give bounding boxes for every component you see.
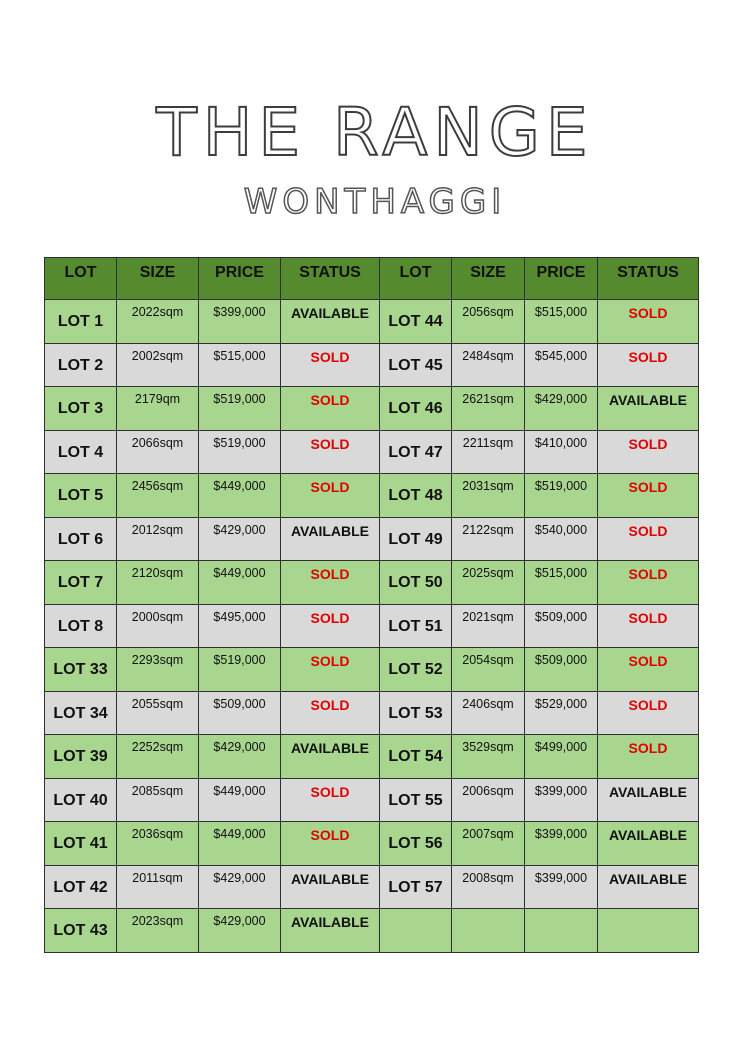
right-price-cell: $519,000 xyxy=(525,474,598,518)
right-size-cell: 2621sqm xyxy=(452,387,525,431)
table-row xyxy=(45,648,699,692)
left-status-cell: SOLD xyxy=(281,778,380,822)
page-title: THE RANGE xyxy=(156,94,594,171)
column-header-size: SIZE xyxy=(117,258,199,300)
left-size-cell: 2011sqm xyxy=(117,865,199,909)
right-status-cell: AVAILABLE xyxy=(598,387,699,431)
right-status-cell: AVAILABLE xyxy=(598,865,699,909)
left-status-cell: AVAILABLE xyxy=(281,517,380,561)
left-price-cell: $519,000 xyxy=(199,387,281,431)
left-lot-cell: LOT 40 xyxy=(45,778,117,822)
column-header-status: STATUS xyxy=(598,258,699,300)
right-price-cell: $509,000 xyxy=(525,648,598,692)
left-lot-cell: LOT 8 xyxy=(45,604,117,648)
left-price-cell: $429,000 xyxy=(199,517,281,561)
left-price-cell: $519,000 xyxy=(199,648,281,692)
left-lot-cell: LOT 2 xyxy=(45,343,117,387)
left-status-cell: SOLD xyxy=(281,604,380,648)
right-status-cell: SOLD xyxy=(598,691,699,735)
left-price-cell: $449,000 xyxy=(199,822,281,866)
table-row xyxy=(45,822,699,866)
right-price-cell: $410,000 xyxy=(525,430,598,474)
empty-cell xyxy=(452,909,525,953)
left-lot-cell: LOT 1 xyxy=(45,300,117,344)
right-lot-cell: LOT 57 xyxy=(380,865,452,909)
title-block xyxy=(0,0,750,250)
left-price-cell: $449,000 xyxy=(199,474,281,518)
right-size-cell: 3529sqm xyxy=(452,735,525,779)
left-size-cell: 2002sqm xyxy=(117,343,199,387)
left-status-cell: SOLD xyxy=(281,430,380,474)
left-status-cell: SOLD xyxy=(281,691,380,735)
right-status-cell: SOLD xyxy=(598,735,699,779)
right-price-cell: $545,000 xyxy=(525,343,598,387)
left-size-cell: 2000sqm xyxy=(117,604,199,648)
column-header-lot: LOT xyxy=(380,258,452,300)
table-row xyxy=(45,909,699,953)
table-row xyxy=(45,300,699,344)
right-price-cell: $429,000 xyxy=(525,387,598,431)
right-status-cell: SOLD xyxy=(598,561,699,605)
right-price-cell: $499,000 xyxy=(525,735,598,779)
left-status-cell: AVAILABLE xyxy=(281,300,380,344)
column-header-size: SIZE xyxy=(452,258,525,300)
right-size-cell: 2021sqm xyxy=(452,604,525,648)
column-header-price: PRICE xyxy=(199,258,281,300)
empty-cell xyxy=(380,909,452,953)
right-size-cell: 2025sqm xyxy=(452,561,525,605)
left-price-cell: $509,000 xyxy=(199,691,281,735)
left-size-cell: 2022sqm xyxy=(117,300,199,344)
left-size-cell: 2120sqm xyxy=(117,561,199,605)
right-size-cell: 2006sqm xyxy=(452,778,525,822)
lots-table-body xyxy=(45,300,699,953)
left-size-cell: 2456sqm xyxy=(117,474,199,518)
right-price-cell: $529,000 xyxy=(525,691,598,735)
right-lot-cell: LOT 48 xyxy=(380,474,452,518)
right-lot-cell: LOT 56 xyxy=(380,822,452,866)
right-price-cell: $399,000 xyxy=(525,822,598,866)
right-lot-cell: LOT 53 xyxy=(380,691,452,735)
right-size-cell: 2054sqm xyxy=(452,648,525,692)
left-lot-cell: LOT 5 xyxy=(45,474,117,518)
left-lot-cell: LOT 6 xyxy=(45,517,117,561)
right-price-cell: $515,000 xyxy=(525,561,598,605)
right-status-cell: SOLD xyxy=(598,430,699,474)
left-price-cell: $429,000 xyxy=(199,865,281,909)
right-price-cell: $399,000 xyxy=(525,865,598,909)
left-size-cell: 2036sqm xyxy=(117,822,199,866)
left-price-cell: $399,000 xyxy=(199,300,281,344)
left-status-cell: AVAILABLE xyxy=(281,735,380,779)
column-header-lot: LOT xyxy=(45,258,117,300)
right-size-cell: 2007sqm xyxy=(452,822,525,866)
left-lot-cell: LOT 7 xyxy=(45,561,117,605)
left-size-cell: 2252sqm xyxy=(117,735,199,779)
table-row xyxy=(45,604,699,648)
right-lot-cell: LOT 45 xyxy=(380,343,452,387)
table-header-row xyxy=(45,258,699,300)
left-status-cell: SOLD xyxy=(281,387,380,431)
left-status-cell: SOLD xyxy=(281,561,380,605)
right-status-cell: SOLD xyxy=(598,648,699,692)
right-size-cell: 2056sqm xyxy=(452,300,525,344)
column-header-status: STATUS xyxy=(281,258,380,300)
table-row xyxy=(45,387,699,431)
right-lot-cell: LOT 52 xyxy=(380,648,452,692)
left-price-cell: $495,000 xyxy=(199,604,281,648)
right-lot-cell: LOT 54 xyxy=(380,735,452,779)
left-lot-cell: LOT 33 xyxy=(45,648,117,692)
table-row xyxy=(45,561,699,605)
right-size-cell: 2008sqm xyxy=(452,865,525,909)
left-status-cell: SOLD xyxy=(281,822,380,866)
right-size-cell: 2211sqm xyxy=(452,430,525,474)
left-size-cell: 2293sqm xyxy=(117,648,199,692)
right-lot-cell: LOT 51 xyxy=(380,604,452,648)
left-price-cell: $429,000 xyxy=(199,735,281,779)
table-row xyxy=(45,778,699,822)
right-price-cell: $515,000 xyxy=(525,300,598,344)
left-size-cell: 2012sqm xyxy=(117,517,199,561)
left-size-cell: 2066sqm xyxy=(117,430,199,474)
right-lot-cell: LOT 55 xyxy=(380,778,452,822)
left-lot-cell: LOT 42 xyxy=(45,865,117,909)
left-price-cell: $449,000 xyxy=(199,778,281,822)
right-status-cell: AVAILABLE xyxy=(598,822,699,866)
right-size-cell: 2031sqm xyxy=(452,474,525,518)
table-row xyxy=(45,430,699,474)
right-status-cell: SOLD xyxy=(598,517,699,561)
left-status-cell: SOLD xyxy=(281,474,380,518)
column-header-price: PRICE xyxy=(525,258,598,300)
right-price-cell: $399,000 xyxy=(525,778,598,822)
right-size-cell: 2484sqm xyxy=(452,343,525,387)
left-price-cell: $449,000 xyxy=(199,561,281,605)
left-lot-cell: LOT 4 xyxy=(45,430,117,474)
right-lot-cell: LOT 47 xyxy=(380,430,452,474)
right-lot-cell: LOT 50 xyxy=(380,561,452,605)
right-status-cell: SOLD xyxy=(598,300,699,344)
table-row xyxy=(45,735,699,779)
right-status-cell: SOLD xyxy=(598,604,699,648)
right-price-cell: $540,000 xyxy=(525,517,598,561)
left-lot-cell: LOT 3 xyxy=(45,387,117,431)
left-status-cell: SOLD xyxy=(281,343,380,387)
right-size-cell: 2406sqm xyxy=(452,691,525,735)
left-status-cell: AVAILABLE xyxy=(281,865,380,909)
left-status-cell: AVAILABLE xyxy=(281,909,380,953)
left-price-cell: $429,000 xyxy=(199,909,281,953)
left-lot-cell: LOT 43 xyxy=(45,909,117,953)
lots-table xyxy=(44,257,699,953)
table-row xyxy=(45,517,699,561)
empty-cell xyxy=(598,909,699,953)
left-price-cell: $519,000 xyxy=(199,430,281,474)
table-row xyxy=(45,343,699,387)
table-row xyxy=(45,691,699,735)
right-status-cell: AVAILABLE xyxy=(598,778,699,822)
right-lot-cell: LOT 44 xyxy=(380,300,452,344)
right-status-cell: SOLD xyxy=(598,474,699,518)
left-price-cell: $515,000 xyxy=(199,343,281,387)
right-price-cell: $509,000 xyxy=(525,604,598,648)
right-size-cell: 2122sqm xyxy=(452,517,525,561)
right-lot-cell: LOT 46 xyxy=(380,387,452,431)
left-status-cell: SOLD xyxy=(281,648,380,692)
left-size-cell: 2085sqm xyxy=(117,778,199,822)
empty-cell xyxy=(525,909,598,953)
left-lot-cell: LOT 34 xyxy=(45,691,117,735)
left-lot-cell: LOT 41 xyxy=(45,822,117,866)
page-subtitle: WONTHAGGI xyxy=(243,182,507,222)
left-size-cell: 2055sqm xyxy=(117,691,199,735)
right-status-cell: SOLD xyxy=(598,343,699,387)
right-lot-cell: LOT 49 xyxy=(380,517,452,561)
left-size-cell: 2179qm xyxy=(117,387,199,431)
table-row xyxy=(45,865,699,909)
table-row xyxy=(45,474,699,518)
left-lot-cell: LOT 39 xyxy=(45,735,117,779)
left-size-cell: 2023sqm xyxy=(117,909,199,953)
